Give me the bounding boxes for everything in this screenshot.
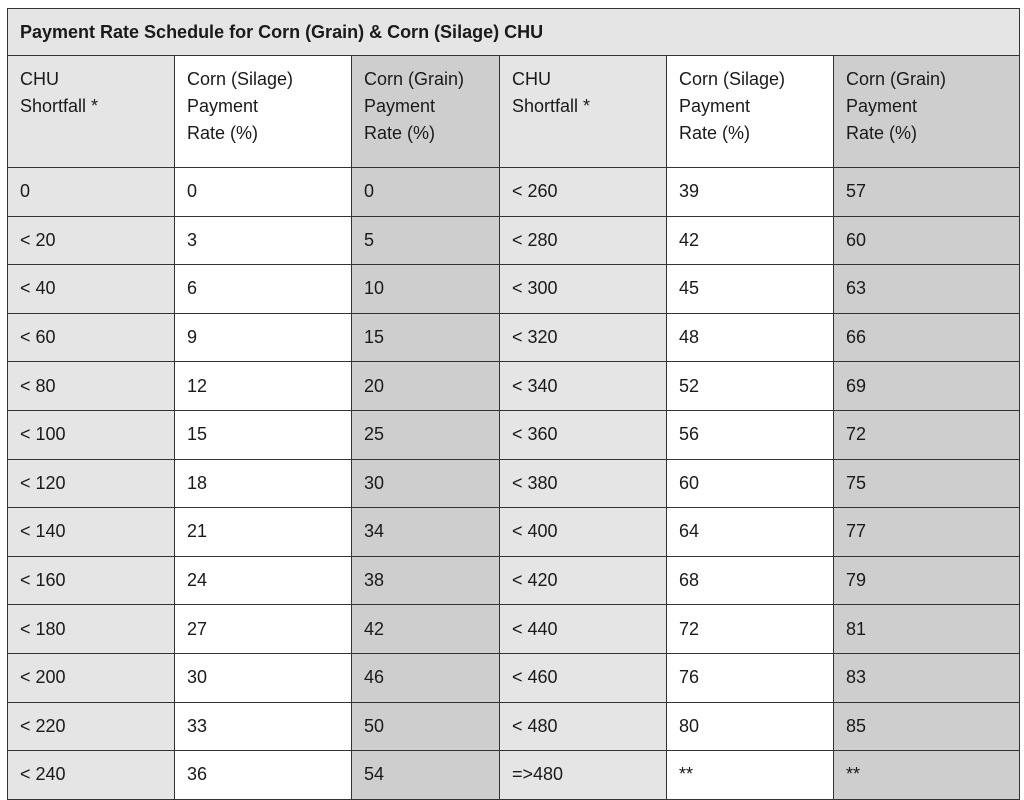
cell-chu-shortfall: < 60: [8, 313, 175, 362]
cell-chu-shortfall: < 160: [8, 556, 175, 605]
cell-chu-shortfall: < 420: [500, 556, 667, 605]
header-line: CHU: [20, 69, 59, 89]
cell-grain-rate: 77: [834, 508, 1020, 557]
cell-chu-shortfall: < 320: [500, 313, 667, 362]
column-header-silage-rate: [175, 56, 352, 168]
table-row: [8, 556, 1020, 605]
cell-grain-rate: 20: [352, 362, 500, 411]
cell-silage-rate: 21: [175, 508, 352, 557]
cell-grain-rate: 69: [834, 362, 1020, 411]
cell-chu-shortfall: < 400: [500, 508, 667, 557]
cell-chu-shortfall: < 440: [500, 605, 667, 654]
cell-grain-rate: 63: [834, 265, 1020, 314]
header-row: [8, 56, 1020, 168]
cell-grain-rate: 15: [352, 313, 500, 362]
cell-silage-rate: 42: [667, 216, 834, 265]
cell-silage-rate: 33: [175, 702, 352, 751]
cell-grain-rate: 42: [352, 605, 500, 654]
cell-grain-rate: 25: [352, 410, 500, 459]
table-row: [8, 313, 1020, 362]
cell-grain-rate: 60: [834, 216, 1020, 265]
cell-chu-shortfall: < 100: [8, 410, 175, 459]
cell-grain-rate: **: [834, 751, 1020, 800]
cell-grain-rate: 72: [834, 410, 1020, 459]
header-line: Rate (%): [679, 123, 751, 143]
cell-silage-rate: 39: [667, 168, 834, 217]
cell-silage-rate: 0: [175, 168, 352, 217]
payment-rate-table: [7, 8, 1020, 800]
cell-silage-rate: 30: [175, 653, 352, 702]
header-line: Payment: [187, 96, 259, 116]
cell-chu-shortfall: < 220: [8, 702, 175, 751]
cell-grain-rate: 46: [352, 653, 500, 702]
cell-grain-rate: 81: [834, 605, 1020, 654]
cell-silage-rate: 12: [175, 362, 352, 411]
cell-silage-rate: 60: [667, 459, 834, 508]
cell-chu-shortfall: =>480: [500, 751, 667, 800]
cell-silage-rate: 45: [667, 265, 834, 314]
cell-grain-rate: 30: [352, 459, 500, 508]
cell-chu-shortfall: < 20: [8, 216, 175, 265]
header-line: Shortfall *: [20, 96, 99, 116]
header-line: Rate (%): [187, 123, 259, 143]
table-row: [8, 702, 1020, 751]
header-line: Corn (Silage): [679, 69, 786, 89]
cell-chu-shortfall: < 360: [500, 410, 667, 459]
cell-grain-rate: 66: [834, 313, 1020, 362]
table-row: [8, 751, 1020, 800]
column-header-silage-rate: [667, 56, 834, 168]
cell-silage-rate: **: [667, 751, 834, 800]
header-line: Rate (%): [846, 123, 918, 143]
cell-silage-rate: 48: [667, 313, 834, 362]
column-header-chu-shortfall: [500, 56, 667, 168]
cell-chu-shortfall: < 340: [500, 362, 667, 411]
header-line: Corn (Silage): [187, 69, 294, 89]
cell-silage-rate: 72: [667, 605, 834, 654]
cell-grain-rate: 5: [352, 216, 500, 265]
cell-silage-rate: 80: [667, 702, 834, 751]
cell-silage-rate: 9: [175, 313, 352, 362]
header-line: Payment: [679, 96, 751, 116]
cell-chu-shortfall: < 180: [8, 605, 175, 654]
cell-silage-rate: 52: [667, 362, 834, 411]
cell-silage-rate: 6: [175, 265, 352, 314]
cell-silage-rate: 15: [175, 410, 352, 459]
cell-grain-rate: 50: [352, 702, 500, 751]
cell-grain-rate: 10: [352, 265, 500, 314]
cell-grain-rate: 83: [834, 653, 1020, 702]
cell-silage-rate: 3: [175, 216, 352, 265]
cell-grain-rate: 38: [352, 556, 500, 605]
cell-chu-shortfall: < 80: [8, 362, 175, 411]
cell-chu-shortfall: < 280: [500, 216, 667, 265]
cell-chu-shortfall: < 240: [8, 751, 175, 800]
cell-grain-rate: 57: [834, 168, 1020, 217]
header-line: Payment: [364, 96, 436, 116]
cell-grain-rate: 0: [352, 168, 500, 217]
title-row: [8, 9, 1020, 56]
cell-grain-rate: 85: [834, 702, 1020, 751]
header-line: CHU: [512, 69, 551, 89]
table-row: [8, 459, 1020, 508]
header-line: Shortfall *: [512, 96, 591, 116]
cell-silage-rate: 64: [667, 508, 834, 557]
table-row: [8, 168, 1020, 217]
table-row: [8, 653, 1020, 702]
column-header-grain-rate: [834, 56, 1020, 168]
cell-chu-shortfall: < 140: [8, 508, 175, 557]
table-title: Payment Rate Schedule for Corn (Grain) & Corn (Silage) CHU: [8, 9, 1020, 56]
table-row: [8, 605, 1020, 654]
cell-chu-shortfall: < 480: [500, 702, 667, 751]
header-line: Payment: [846, 96, 918, 116]
cell-chu-shortfall: < 300: [500, 265, 667, 314]
cell-chu-shortfall: < 200: [8, 653, 175, 702]
table-row: [8, 362, 1020, 411]
column-header-chu-shortfall: [8, 56, 175, 168]
cell-silage-rate: 76: [667, 653, 834, 702]
cell-silage-rate: 68: [667, 556, 834, 605]
cell-silage-rate: 36: [175, 751, 352, 800]
header-line: Corn (Grain): [846, 69, 947, 89]
cell-grain-rate: 34: [352, 508, 500, 557]
cell-grain-rate: 54: [352, 751, 500, 800]
cell-chu-shortfall: < 460: [500, 653, 667, 702]
cell-silage-rate: 24: [175, 556, 352, 605]
cell-chu-shortfall: < 380: [500, 459, 667, 508]
cell-chu-shortfall: < 40: [8, 265, 175, 314]
header-line: Rate (%): [364, 123, 436, 143]
table-row: [8, 508, 1020, 557]
cell-grain-rate: 75: [834, 459, 1020, 508]
table-row: [8, 410, 1020, 459]
header-line: Corn (Grain): [364, 69, 465, 89]
table-row: [8, 216, 1020, 265]
cell-chu-shortfall: < 260: [500, 168, 667, 217]
column-header-grain-rate: [352, 56, 500, 168]
cell-grain-rate: 79: [834, 556, 1020, 605]
cell-silage-rate: 18: [175, 459, 352, 508]
cell-silage-rate: 27: [175, 605, 352, 654]
cell-chu-shortfall: < 120: [8, 459, 175, 508]
cell-chu-shortfall: 0: [8, 168, 175, 217]
cell-silage-rate: 56: [667, 410, 834, 459]
table-row: [8, 265, 1020, 314]
